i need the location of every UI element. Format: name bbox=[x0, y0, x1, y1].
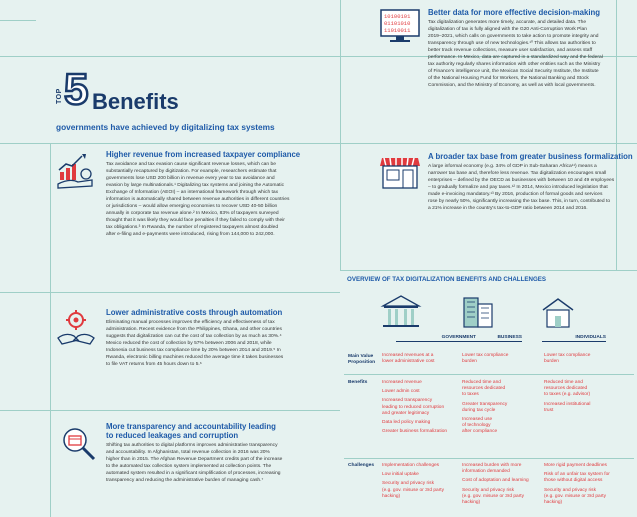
benefit-item: Greater business formalization bbox=[382, 429, 448, 435]
main-value-text: Lower tax compliance burden bbox=[544, 353, 591, 365]
body-line: Tax avoidance and tax evasion cause significant revenue losses, which can be bbox=[106, 162, 276, 167]
body-line: Eliminating manual processes improves the efficiency and effectiveness of tax bbox=[106, 320, 275, 325]
body-line: – to gradually formalize and pay taxes.¹² In 2014, Mexico introduced legislation that bbox=[428, 185, 608, 191]
body-line: made e-invoicing mandatory.¹³ By 2016, production of formal goods and services bbox=[428, 192, 603, 198]
body-line: Commission, and the Ministry of Economy, as well as with local governments. bbox=[428, 83, 596, 89]
benefit-item: Lower admin cost bbox=[382, 389, 420, 395]
body-line: Mexico reduced the cost of collection by 57% between 2006 and 2018, while bbox=[106, 341, 272, 347]
business-column bbox=[462, 353, 540, 368]
body-line: narrower tax base and, therefore less revenue. Tax digitalization encourages small bbox=[428, 171, 607, 177]
business-benefits bbox=[462, 380, 540, 439]
government-column bbox=[382, 353, 460, 368]
challenge-item: Security and privacy risk (e.g. gov. misuse or 3rd party hacking) bbox=[382, 481, 445, 499]
body-line: rose by nearly 50%, significantly increasing the tax base. This, in turn, contributed to bbox=[428, 199, 611, 205]
table-rule bbox=[344, 458, 634, 459]
grid-line bbox=[340, 270, 637, 271]
individuals-house-icon bbox=[540, 296, 576, 330]
section-lower-admin-costs bbox=[106, 308, 338, 368]
grid-line bbox=[50, 143, 51, 517]
column-header-business: BUSINESS bbox=[462, 335, 522, 342]
challenge-item: Security and privacy risk (e.g. gov. misuse or 3rd party hacking) bbox=[544, 487, 607, 506]
body-line: thought that it was likely they would face penalties if they failed to comply with their bbox=[106, 218, 285, 224]
section-title: Lower administrative costs through automation bbox=[106, 308, 283, 317]
grid-line bbox=[0, 20, 36, 21]
business-challenges bbox=[462, 463, 540, 509]
top-label: TOP bbox=[56, 88, 63, 104]
svg-text:10100101: 10100101 bbox=[384, 13, 411, 20]
individuals-challenges bbox=[544, 463, 622, 509]
svg-text:01101010: 01101010 bbox=[384, 20, 411, 27]
storefront-icon bbox=[378, 152, 422, 192]
page-subtitle: governments have achieved by digitalizing tax systems bbox=[56, 122, 275, 132]
grid-line bbox=[340, 0, 341, 270]
challenge-item: Cost of adoptation and learning bbox=[462, 478, 529, 484]
benefit-item: Reduced time and resources dedicated to taxes (e.g. advisor) bbox=[544, 380, 591, 398]
benefit-item: Data led policy making bbox=[382, 420, 431, 426]
header-number: 5 bbox=[64, 65, 89, 114]
benefit-item: Greater transparency during tax cycle bbox=[462, 401, 508, 413]
section-title-line1: More transparency and accountability leading bbox=[106, 422, 276, 431]
body-line: Indonesia cut business tax compliance time by 20% between 2014 and 2019.⁵ In bbox=[106, 348, 281, 354]
body-line: enterprises – defined by the OECD as businesses with between 10 and 49 employees bbox=[428, 178, 615, 184]
challenge-item: Low initial uptake bbox=[382, 472, 419, 478]
body-line: administration. Recent evidence from the Philippines, Ghana, and other countries bbox=[106, 327, 282, 333]
table-rule bbox=[344, 374, 634, 375]
body-line: automated system resulted in a significant simplification of processes, increasing bbox=[106, 471, 281, 477]
main-value-text: Lower tax compliance burden bbox=[462, 353, 509, 365]
body-line: performance. In Mexico, data are captured in a standardized way and the federal bbox=[428, 55, 603, 61]
transparency-magnifier-icon bbox=[58, 424, 98, 464]
body-line: to file VAT returns from 45 hours down to 5.⁶ bbox=[106, 362, 202, 368]
grid-line bbox=[0, 292, 340, 293]
grid-line bbox=[0, 143, 340, 144]
body-line: and accountability. In Afghanistan, total revenue collection in 2016 was 20% bbox=[106, 450, 270, 456]
grid-line bbox=[340, 143, 637, 144]
body-line: 2019–2021, which calls on governments to take action to promote integrity and bbox=[428, 34, 599, 40]
row-label-main-value: Main Value Proposition bbox=[348, 354, 376, 365]
body-line: Shifting tax authorities to digital platforms improves administrative transparency bbox=[106, 443, 278, 448]
body-line: information is automatically shared between revenue authorities in different countries bbox=[106, 197, 290, 203]
svg-text:11010011: 11010011 bbox=[384, 27, 411, 34]
individuals-benefits bbox=[544, 380, 622, 417]
section-better-data bbox=[428, 8, 633, 89]
body-line: Rwanda, electronic billing machines reduced the average time it takes businesses bbox=[106, 355, 284, 361]
benefit-item: Increased revenue bbox=[382, 380, 422, 385]
challenge-item: Security and privacy risk (e.g. gov. misuse or 3rd party hacking) bbox=[462, 487, 525, 506]
overview-table bbox=[340, 335, 637, 517]
body-line: after e-filing and e-payments were introduced, rising from 144,000 to 242,000. bbox=[106, 232, 275, 238]
benefit-item: Reduced time and resources dedicated to taxes bbox=[462, 380, 506, 398]
body-line: of the National Housing Fund for Workers, the National Banking and Stock bbox=[428, 76, 589, 82]
body-line: evasion by large multinationals.¹ Digitalizing tax systems and joining the Automatic bbox=[106, 183, 285, 189]
row-label-challenges: Challenges bbox=[348, 463, 375, 468]
challenge-item: Implementation challenges bbox=[382, 463, 440, 468]
column-header-government: GOVERNMENT bbox=[396, 335, 476, 342]
challenge-item: Increased burden with more information demanded bbox=[462, 463, 522, 475]
body-line: substantially recaptured by digitization. For example, researchers estimate that bbox=[106, 169, 277, 175]
body-line: of Finance's intelligence unit, the Mexican Social Security Institute, the Institute bbox=[428, 69, 599, 75]
body-line: tax authority regularly shares information with other entities such as the Ministry bbox=[428, 62, 601, 68]
body-line: transparency through use of new technologies.¹⁰ This allows tax authorities to bbox=[428, 41, 596, 47]
benefit-item: Increased institutional trust bbox=[544, 401, 591, 413]
body-line: or jurisdictions – would allow emerging economies to recover USD 40-50 billion bbox=[106, 204, 278, 210]
section-title-line2: to reduced leakages and corruption bbox=[106, 431, 239, 440]
individuals-column bbox=[544, 353, 622, 368]
body-line: a 21% increase in the country's tax-to-GDP ratio between 2014 and 2016. bbox=[428, 206, 588, 212]
section-transparency bbox=[106, 422, 338, 484]
body-line: Tax digitalization generates more timely, accurate, and detailed data. The bbox=[428, 20, 587, 25]
benefit-item: Increased transparency leading to reduced corruption and greater legitimacy bbox=[382, 398, 445, 416]
section-title: A broader tax base from greater business formalization bbox=[428, 152, 633, 161]
body-line: higher than in 2015. The Afghan Revenue Department credits part of the increase bbox=[106, 457, 283, 463]
page-title: Benefits bbox=[92, 89, 179, 114]
column-header-individuals: INDIVIDUALS bbox=[542, 335, 606, 342]
body-line: tax obligations.³ In Rwanda, the number of registered taxpayers almost doubled bbox=[106, 225, 279, 231]
row-label-benefits: Benefits bbox=[348, 380, 368, 385]
revenue-growth-icon bbox=[56, 150, 96, 190]
section-title: Better data for more effective decision-making bbox=[428, 8, 601, 17]
section-higher-revenue bbox=[106, 150, 338, 239]
business-building-icon bbox=[460, 294, 496, 330]
government-building-icon bbox=[380, 294, 422, 330]
challenge-item: More rigid payment deadlines bbox=[544, 463, 607, 468]
body-line: governments lose USD 200 billion in revenue every year to tax avoidance and bbox=[106, 176, 275, 182]
data-monitor-icon bbox=[378, 8, 422, 44]
body-line: A large informal economy (e.g. 34% of GDP in Sub-Saharan Africa¹¹) means a bbox=[428, 164, 597, 169]
government-benefits bbox=[382, 380, 460, 438]
grid-line bbox=[0, 410, 340, 411]
challenge-item: Risk of an unfair tax system for those without digital access bbox=[544, 472, 610, 484]
body-line: digitalization of tax is fully aligned with the G20 Anti-Corruption Work Plan bbox=[428, 27, 587, 33]
government-challenges bbox=[382, 463, 460, 503]
body-line: suggests that digitalization can cut the cost of tax collection by as much as 30%.⁴ bbox=[106, 334, 282, 340]
overview-title: OVERVIEW OF TAX DIGITALIZATION BENEFITS AND CHALLENGES bbox=[347, 276, 547, 283]
body-line: better track revenue collections, measure user satisfaction, and assess staff bbox=[428, 48, 593, 54]
section-broader-tax-base bbox=[428, 152, 633, 212]
body-line: transparency and reducing the administrative burden of managing cash.⁷ bbox=[106, 478, 264, 484]
admin-automation-icon bbox=[56, 306, 96, 346]
benefit-item: Increased use of technology after compliance bbox=[462, 417, 498, 435]
body-line: to the automated tax collection system implemented at collection points. The bbox=[106, 464, 272, 470]
main-value-text: Increased revenues at a lower administrative cost bbox=[382, 353, 435, 365]
section-title: Higher revenue from increased taxpayer compliance bbox=[106, 150, 301, 159]
top5-header bbox=[56, 65, 336, 138]
body-line: annually in corporate tax revenue alone.² In Mexico, 83% of taxpayers surveyed bbox=[106, 211, 279, 217]
body-line: Exchange of Information (AEOI) – an international framework through which tax bbox=[106, 190, 279, 196]
